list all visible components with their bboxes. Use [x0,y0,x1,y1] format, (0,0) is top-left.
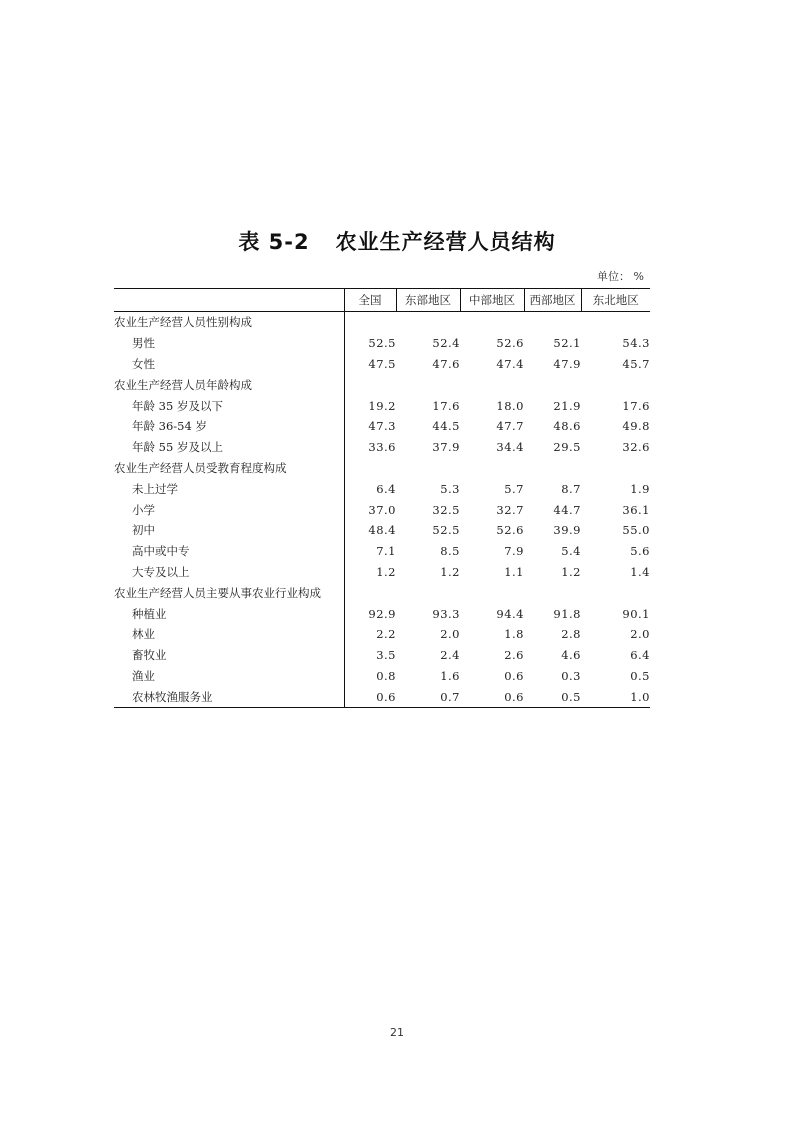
value-cell [524,374,581,395]
table-row [114,437,650,458]
value-cell: 52.6 [496,523,524,538]
value-cell: 0.3 [561,668,581,683]
value-cell: 8.7 [561,481,581,496]
value-cell [581,374,650,395]
value-cell: 47.4 [496,356,524,371]
value-cell: 0.6 [504,668,524,683]
value-cell: 21.9 [553,398,581,413]
row-label: 大专及以上 [132,564,190,579]
row-label: 年龄 55 岁及以上 [132,440,223,455]
table-body [114,312,650,708]
value-cell: 0.6 [504,689,524,704]
header-cell [114,289,344,312]
value-cell: 0.6 [344,686,396,707]
value-cell: 1.9 [630,481,650,496]
header-cell: 东北地区 [581,289,650,312]
row-label: 种植业 [132,606,167,621]
table-row [114,499,650,520]
value-cell: 1.2 [344,562,396,583]
value-cell: 92.9 [344,603,396,624]
value-cell [396,374,460,395]
value-cell: 17.6 [622,398,650,413]
row-label: 女性 [132,356,155,371]
value-cell: 2.8 [561,627,581,642]
value-cell: 5.6 [630,544,650,559]
value-cell [460,458,524,479]
value-cell: 47.5 [344,354,396,375]
header-cell: 全国 [344,289,396,312]
value-cell: 39.9 [553,523,581,538]
table-row [114,541,650,562]
value-cell: 48.6 [553,419,581,434]
table-title-text: 农业生产经营人员结构 [335,230,556,254]
value-cell: 47.6 [432,356,460,371]
value-cell: 33.6 [344,437,396,458]
section-row [114,458,650,479]
table-row [114,624,650,645]
value-cell: 2.0 [630,627,650,642]
value-cell [396,458,460,479]
section-label: 农业生产经营人员性别构成 [114,315,252,330]
value-cell: 44.7 [553,502,581,517]
header-row [114,289,650,312]
value-cell: 49.8 [622,419,650,434]
value-cell: 6.4 [630,648,650,663]
value-cell [344,312,396,333]
value-cell: 47.7 [496,419,524,434]
header-cell: 中部地区 [460,289,524,312]
value-cell: 2.4 [440,648,460,663]
row-label: 初中 [132,523,155,538]
row-label: 高中或中专 [132,544,190,559]
value-cell: 32.7 [496,502,524,517]
value-cell: 45.7 [622,356,650,371]
value-cell: 0.5 [630,668,650,683]
value-cell: 32.6 [622,440,650,455]
value-cell: 52.6 [496,336,524,351]
value-cell: 91.8 [553,606,581,621]
table-number: 表 5-2 [238,230,310,254]
row-label: 畜牧业 [132,648,167,663]
value-cell: 5.3 [440,481,460,496]
value-cell [524,582,581,603]
value-cell: 47.3 [344,416,396,437]
table-header [114,289,650,312]
value-cell: 19.2 [344,395,396,416]
table-row [114,416,650,437]
table-title [0,226,794,256]
value-cell: 1.2 [561,564,581,579]
value-cell: 6.4 [344,478,396,499]
value-cell: 1.2 [440,564,460,579]
value-cell: 52.5 [432,523,460,538]
section-row [114,582,650,603]
value-cell [460,312,524,333]
value-cell: 2.6 [504,648,524,663]
value-cell: 2.2 [344,624,396,645]
table-row [114,562,650,583]
value-cell: 48.4 [344,520,396,541]
value-cell: 4.6 [561,648,581,663]
value-cell: 17.6 [432,398,460,413]
header-cell: 西部地区 [524,289,581,312]
value-cell: 0.8 [344,666,396,687]
value-cell: 47.9 [553,356,581,371]
table-row [114,478,650,499]
row-label: 年龄 36-54 岁 [132,419,207,434]
header-cell: 东部地区 [396,289,460,312]
page-number: 21 [390,1026,404,1039]
table-row [114,333,650,354]
value-cell: 90.1 [622,606,650,621]
row-label: 农林牧渔服务业 [132,689,213,704]
value-cell: 52.5 [344,333,396,354]
value-cell: 1.4 [630,564,650,579]
value-cell: 7.9 [504,544,524,559]
value-cell: 32.5 [432,502,460,517]
row-label: 男性 [132,336,155,351]
value-cell [581,458,650,479]
value-cell [524,312,581,333]
section-label: 农业生产经营人员主要从事农业行业构成 [114,585,321,600]
value-cell: 5.4 [561,544,581,559]
value-cell: 93.3 [432,606,460,621]
value-cell [396,312,460,333]
table-row [114,645,650,666]
value-cell: 54.3 [622,336,650,351]
table-row [114,395,650,416]
table-row [114,686,650,707]
value-cell: 0.7 [440,689,460,704]
row-label: 小学 [132,502,155,517]
row-label: 未上过学 [132,481,178,496]
value-cell [524,458,581,479]
value-cell: 36.1 [622,502,650,517]
section-label: 农业生产经营人员年龄构成 [114,377,252,392]
value-cell [581,312,650,333]
value-cell: 52.1 [553,336,581,351]
value-cell [344,582,396,603]
value-cell [460,374,524,395]
value-cell [460,582,524,603]
table-row [114,520,650,541]
value-cell: 94.4 [496,606,524,621]
section-row [114,374,650,395]
value-cell: 5.7 [504,481,524,496]
value-cell: 3.5 [344,645,396,666]
value-cell: 29.5 [553,440,581,455]
table-row [114,354,650,375]
data-table [114,288,650,708]
value-cell: 0.5 [561,689,581,704]
value-cell: 52.4 [432,336,460,351]
value-cell: 1.8 [504,627,524,642]
value-cell: 1.0 [630,689,650,704]
value-cell: 37.9 [432,440,460,455]
value-cell [344,458,396,479]
value-cell: 44.5 [432,419,460,434]
section-label: 农业生产经营人员受教育程度构成 [114,460,287,475]
row-label: 林业 [132,627,155,642]
value-cell: 55.0 [622,523,650,538]
value-cell: 37.0 [344,499,396,520]
value-cell: 1.1 [504,564,524,579]
section-row [114,312,650,333]
value-cell: 1.6 [440,668,460,683]
table-row [114,666,650,687]
value-cell [396,582,460,603]
row-label: 年龄 35 岁及以下 [132,398,223,413]
value-cell: 34.4 [496,440,524,455]
value-cell [581,582,650,603]
value-cell: 2.0 [440,627,460,642]
unit-note: 单位： % [597,270,644,283]
value-cell [344,374,396,395]
table-row [114,603,650,624]
value-cell: 7.1 [344,541,396,562]
row-label: 渔业 [132,668,155,683]
value-cell: 8.5 [440,544,460,559]
value-cell: 18.0 [496,398,524,413]
